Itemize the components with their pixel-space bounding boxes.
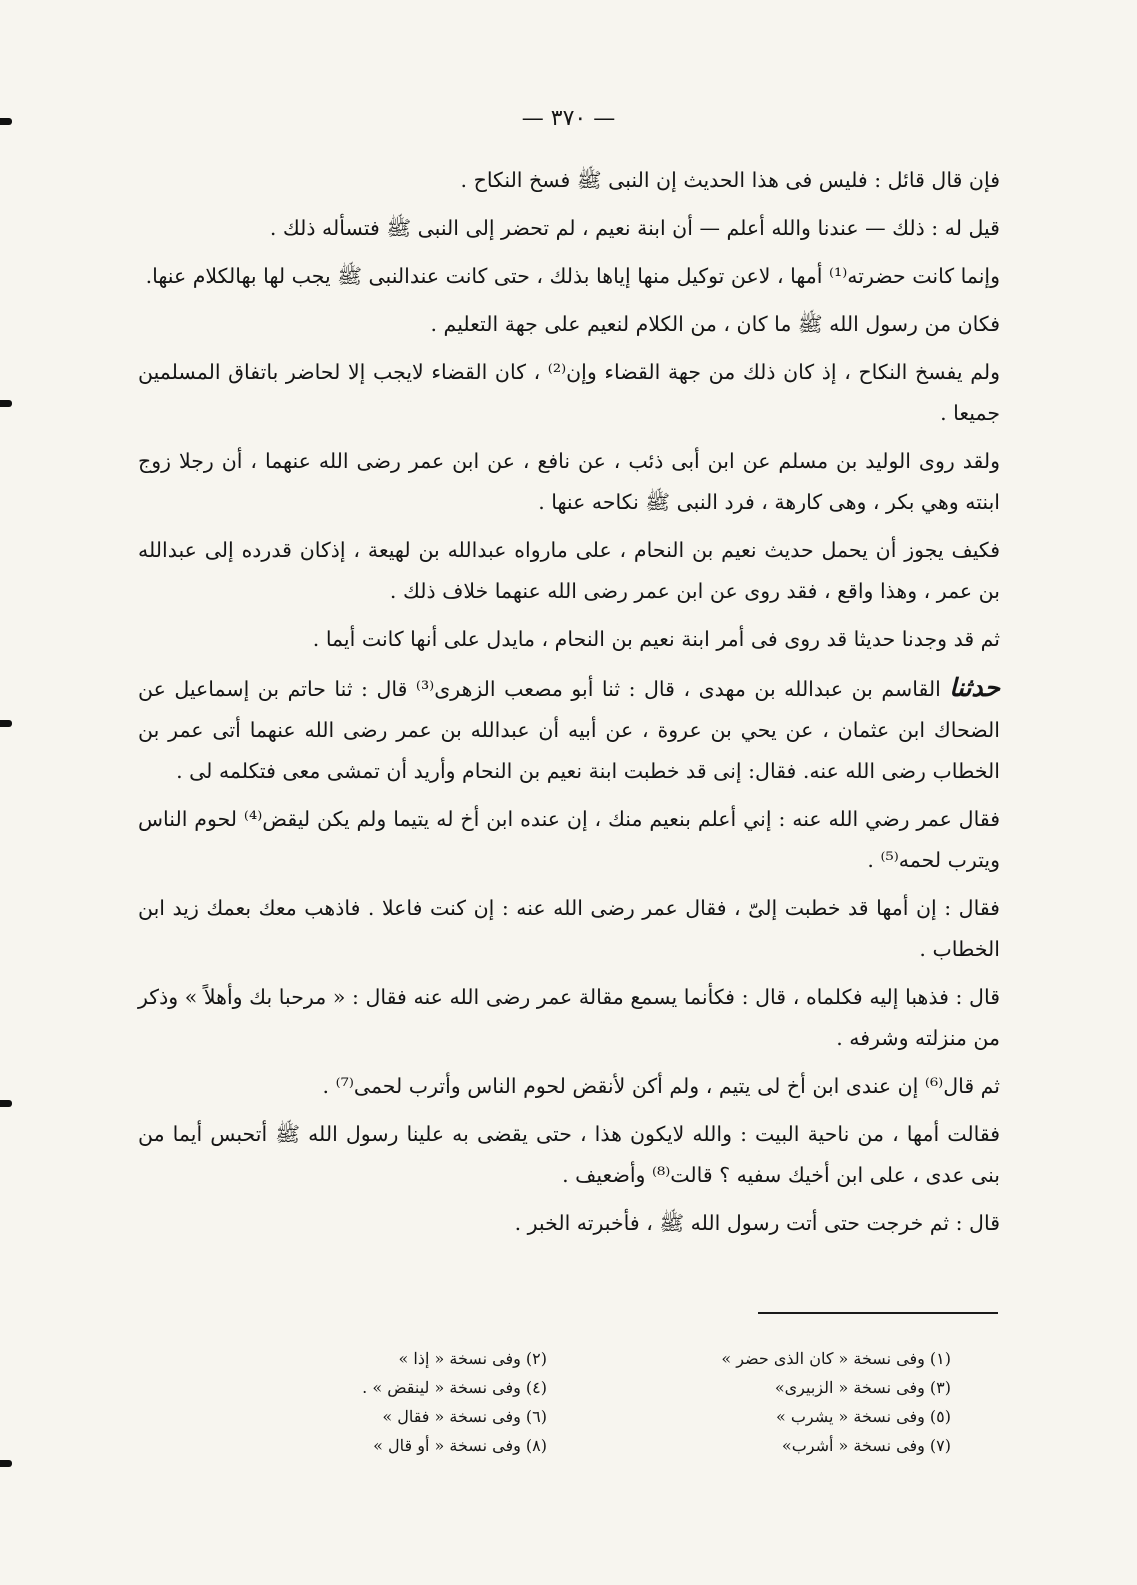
footnote-divider [758, 1312, 998, 1314]
main-text [138, 160, 1000, 1251]
scan-edge-mark [0, 400, 12, 407]
scan-edge-mark [0, 1100, 12, 1107]
footnote-2: (٢) وفى نسخة « إذا » [398, 1349, 547, 1368]
footnotes-left-column [287, 1344, 547, 1460]
paragraph-7: فكيف يجوز أن يحمل حديث نعيم بن النحام ، على مارواه عبدالله بن لهيعة ، إذكان قدرده إلى عبدالله بن عمر ، وهذا واقع ، فقد روى عن ابن عمر رضى الله عنهما خلاف ذلك . [138, 538, 1000, 603]
paragraph-6: ولقد روى الوليد بن مسلم عن ابن أبى ذئب ، عن نافع ، عن ابن عمر رضى الله عنهما ، أن رجلا زوج ابنته وهي بكر ، وهى كارهة ، فرد النبى ﷺ نكاحه عنها . [138, 449, 1000, 514]
scan-edge-mark [0, 1460, 12, 1467]
scan-edge-mark [0, 720, 12, 727]
footnote-8: (٨) وفى نسخة « أو قال » [373, 1436, 547, 1455]
hadith-lead-word: حدثنا [949, 673, 1000, 702]
paragraph-11: فقال : إن أمها قد خطبت إلىّ ، فقال عمر رضى الله عنه : إن كنت فاعلا . فاذهب معك بعمك زيد ابن الخطاب . [138, 896, 1000, 961]
paragraph-10: فقال عمر رضي الله عنه : إني أعلم بنعيم منك ، إن عنده ابن أخ له يتيما ولم يكن ليقض⁽⁴⁾ لحوم الناس ويترب لحمه⁽⁵⁾ . [138, 807, 1000, 872]
paragraph-5: ولم يفسخ النكاح ، إذ كان ذلك من جهة القضاء وإن⁽²⁾ ، كان القضاء لايجب إلا لحاضر باتفاق المسلمين جميعا . [138, 360, 1000, 425]
footnote-3: (٣) وفى نسخة « الزبيرى» [774, 1378, 951, 1397]
paragraph-4: فكان من رسول الله ﷺ ما كان ، من الكلام لنعيم على جهة التعليم . [430, 312, 1000, 336]
paragraph-3: وإنما كانت حضرته⁽¹⁾ أمها ، لاعن توكيل منها إياها بذلك ، حتى كانت عندالنبى ﷺ يجب لها بهالكلام عنها. [145, 264, 1000, 288]
paragraph-12: قال : فذهبا إليه فكلماه ، قال : فكأنما يسمع مقالة عمر رضى الله عنه فقال : « مرحبا بك وأهلاً » وذكر من منزلته وشرفه . [138, 985, 1000, 1050]
footnotes-right-column [691, 1344, 951, 1460]
paragraph-1: فإن قال قائل : فليس فى هذا الحديث إن النبى ﷺ فسخ النكاح . [460, 168, 1000, 192]
footnote-7: (٧) وفى نسخة « أشرب» [781, 1436, 951, 1455]
footnote-1: (١) وفى نسخة « كان الذى حضر » [721, 1349, 951, 1368]
paragraph-9-text: القاسم بن عبدالله بن مهدى ، قال : ثنا أبو مصعب الزهرى⁽³⁾ قال : ثنا حاتم بن إسماعيل عن الضحاك ابن عثمان ، عن يحي بن عروة ، عن أبيه أن عبدالله بن عمر رضى الله عنهما أتى عمر بن الخطاب رضى الله عنه. فقال: إنى قد خطبت ابنة نعيم بن النحام وأريد أن تمشى معى فتكلمه لى . [138, 677, 1000, 783]
footnote-6: (٦) وفى نسخة « فقال » [382, 1407, 547, 1426]
paragraph-15: قال : ثم خرجت حتى أتت رسول الله ﷺ ، فأخبرته الخبر . [514, 1211, 1000, 1235]
paragraph-9 [138, 667, 1000, 792]
paragraph-14: فقالت أمها ، من ناحية البيت : والله لايكون هذا ، حتى يقضى به علينا رسول الله ﷺ أتحبس أيما من بنى عدى ، على ابن أخيك سفيه ؟ قالت⁽⁸⁾ وأضعيف . [138, 1122, 1000, 1187]
paragraph-8: ثم قد وجدنا حديثا قد روى فى أمر ابنة نعيم بن النحام ، مايدل على أنها كانت أيما . [312, 627, 1000, 651]
footnote-4: (٤) وفى نسخة « لينقض » . [362, 1378, 547, 1397]
paragraph-13: ثم قال⁽⁶⁾ إن عندى ابن أخ لى يتيم ، ولم أكن لأنقض لحوم الناس وأترب لحمى⁽⁷⁾ . [322, 1074, 1000, 1098]
page-number: — ٣٧٠ — [521, 106, 616, 131]
paragraph-2: قيل له : ذلك — عندنا والله أعلم — أن ابنة نعيم ، لم تحضر إلى النبى ﷺ فتسأله ذلك . [269, 216, 1000, 240]
footnote-5: (٥) وفى نسخة « يشرب » [775, 1407, 951, 1426]
